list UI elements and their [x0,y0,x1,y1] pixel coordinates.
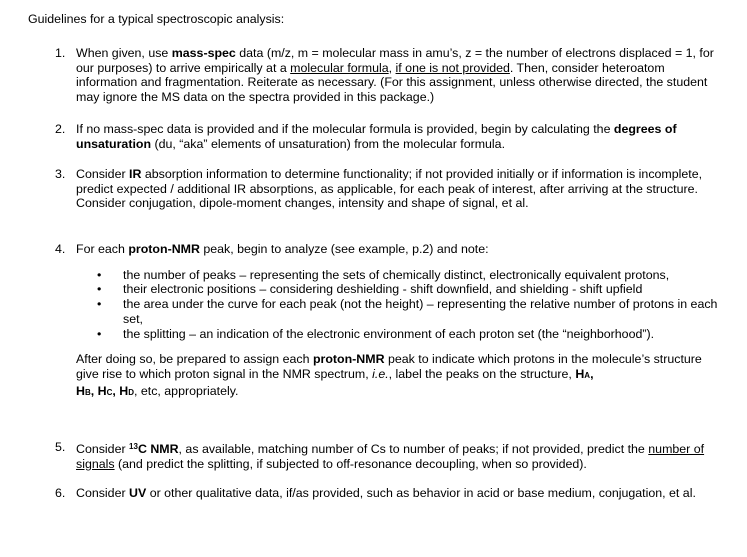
item-number: 5. [55,440,66,454]
page-heading: Guidelines for a typical spectroscopic analysis: [28,12,285,26]
guideline-item-5 [55,440,725,471]
guideline-item-6 [55,486,725,501]
item-number: 6. [55,486,66,500]
bullet-icon: • [97,282,102,297]
item-text: If no mass-spec data is provided and if the molecular formula is provided, begin by calculating the degrees of unsaturation (du, “aka” elements of unsaturation) from the molecular formula. [76,122,677,151]
bullet-icon: • [97,297,102,312]
guideline-item-2 [55,122,725,151]
list-item: • the area under the curve for each peak (not the height) – representing the relative number of protons in each set, [97,297,718,326]
guideline-item-4 [55,242,725,400]
item-number: 4. [55,242,66,256]
guideline-item-3 [55,167,725,211]
item-text: Consider IR absorption information to determine functionality; if not provided initially or if information is incomplete, predict expected / additional IR absorptions, as applicable, for each peak of interest, after arriving at the structure. Consider conjugation, dipole-moment changes, intensity and shape of signal, et al. [76,167,703,211]
item-text: Consider UV or other qualitative data, if/as provided, such as behavior in acid or base medium, conjugation, et al. [76,486,696,500]
item-number: 1. [55,46,66,60]
list-item: • the number of peaks – representing the sets of chemically distinct, electronically equivalent protons, [97,267,670,282]
bullet-icon: • [97,326,102,341]
item-text: For each proton-NMR peak, begin to analyze (see example, p.2) and note: • the number of peaks – representing the sets of chemically distinct, electronically equivalent protons, • their electronic positions – considering deshielding - shift downfield, and shielding - shift upfield • the area under the curve for each peak (not the height) – representing the relative number of protons in each set, • the splitting – an indication of the electronic environment of each proton set (the “neighborhood”). After doing so, be prepared to assign each proton-NMR peak to indicate which protons in the molecule’s structure give rise to which proton signal in the NMR spectrum, i.e., label the peaks on the structure, HA, HB, HC, HD, etc, appropriately. [76,242,725,400]
item-number: 2. [55,122,66,136]
guideline-item-1 [55,46,725,105]
item-text: Consider $^{13}$C NMR, as available, matching number of Cs to number of peaks; if not provided, predict the number of signals (and predict the splitting, if subjected to off-resonance decoupling, when so provided). [76,442,705,471]
item-text: When given, use mass-spec data (m/z, m = molecular mass in amu’s, z = the number of electrons displaced = 1, for our purposes) to arrive empirically at a molecular formula, if one is not provided. Then, consider heteroatom information and fragmentation. Reiterate as necessary. (For this assignment, unless otherwise directed, the student may ignore the MS data on the spectra provided in this package.) [76,46,714,105]
bullet-list [76,268,725,342]
item-followup: After doing so, be prepared to assign each proton-NMR peak to indicate which protons in the molecule’s structure give rise to which proton signal in the NMR spectrum, i.e., label the peaks on the structure, HA, HB, HC, HD, etc, appropriately. [76,352,702,398]
bullet-icon: • [97,267,102,282]
list-item: • their electronic positions – considering deshielding - shift downfield, and shielding - shift upfield [97,282,643,297]
item-number: 3. [55,167,66,181]
list-item: • the splitting – an indication of the electronic environment of each proton set (the “neighborhood”). [97,326,655,341]
